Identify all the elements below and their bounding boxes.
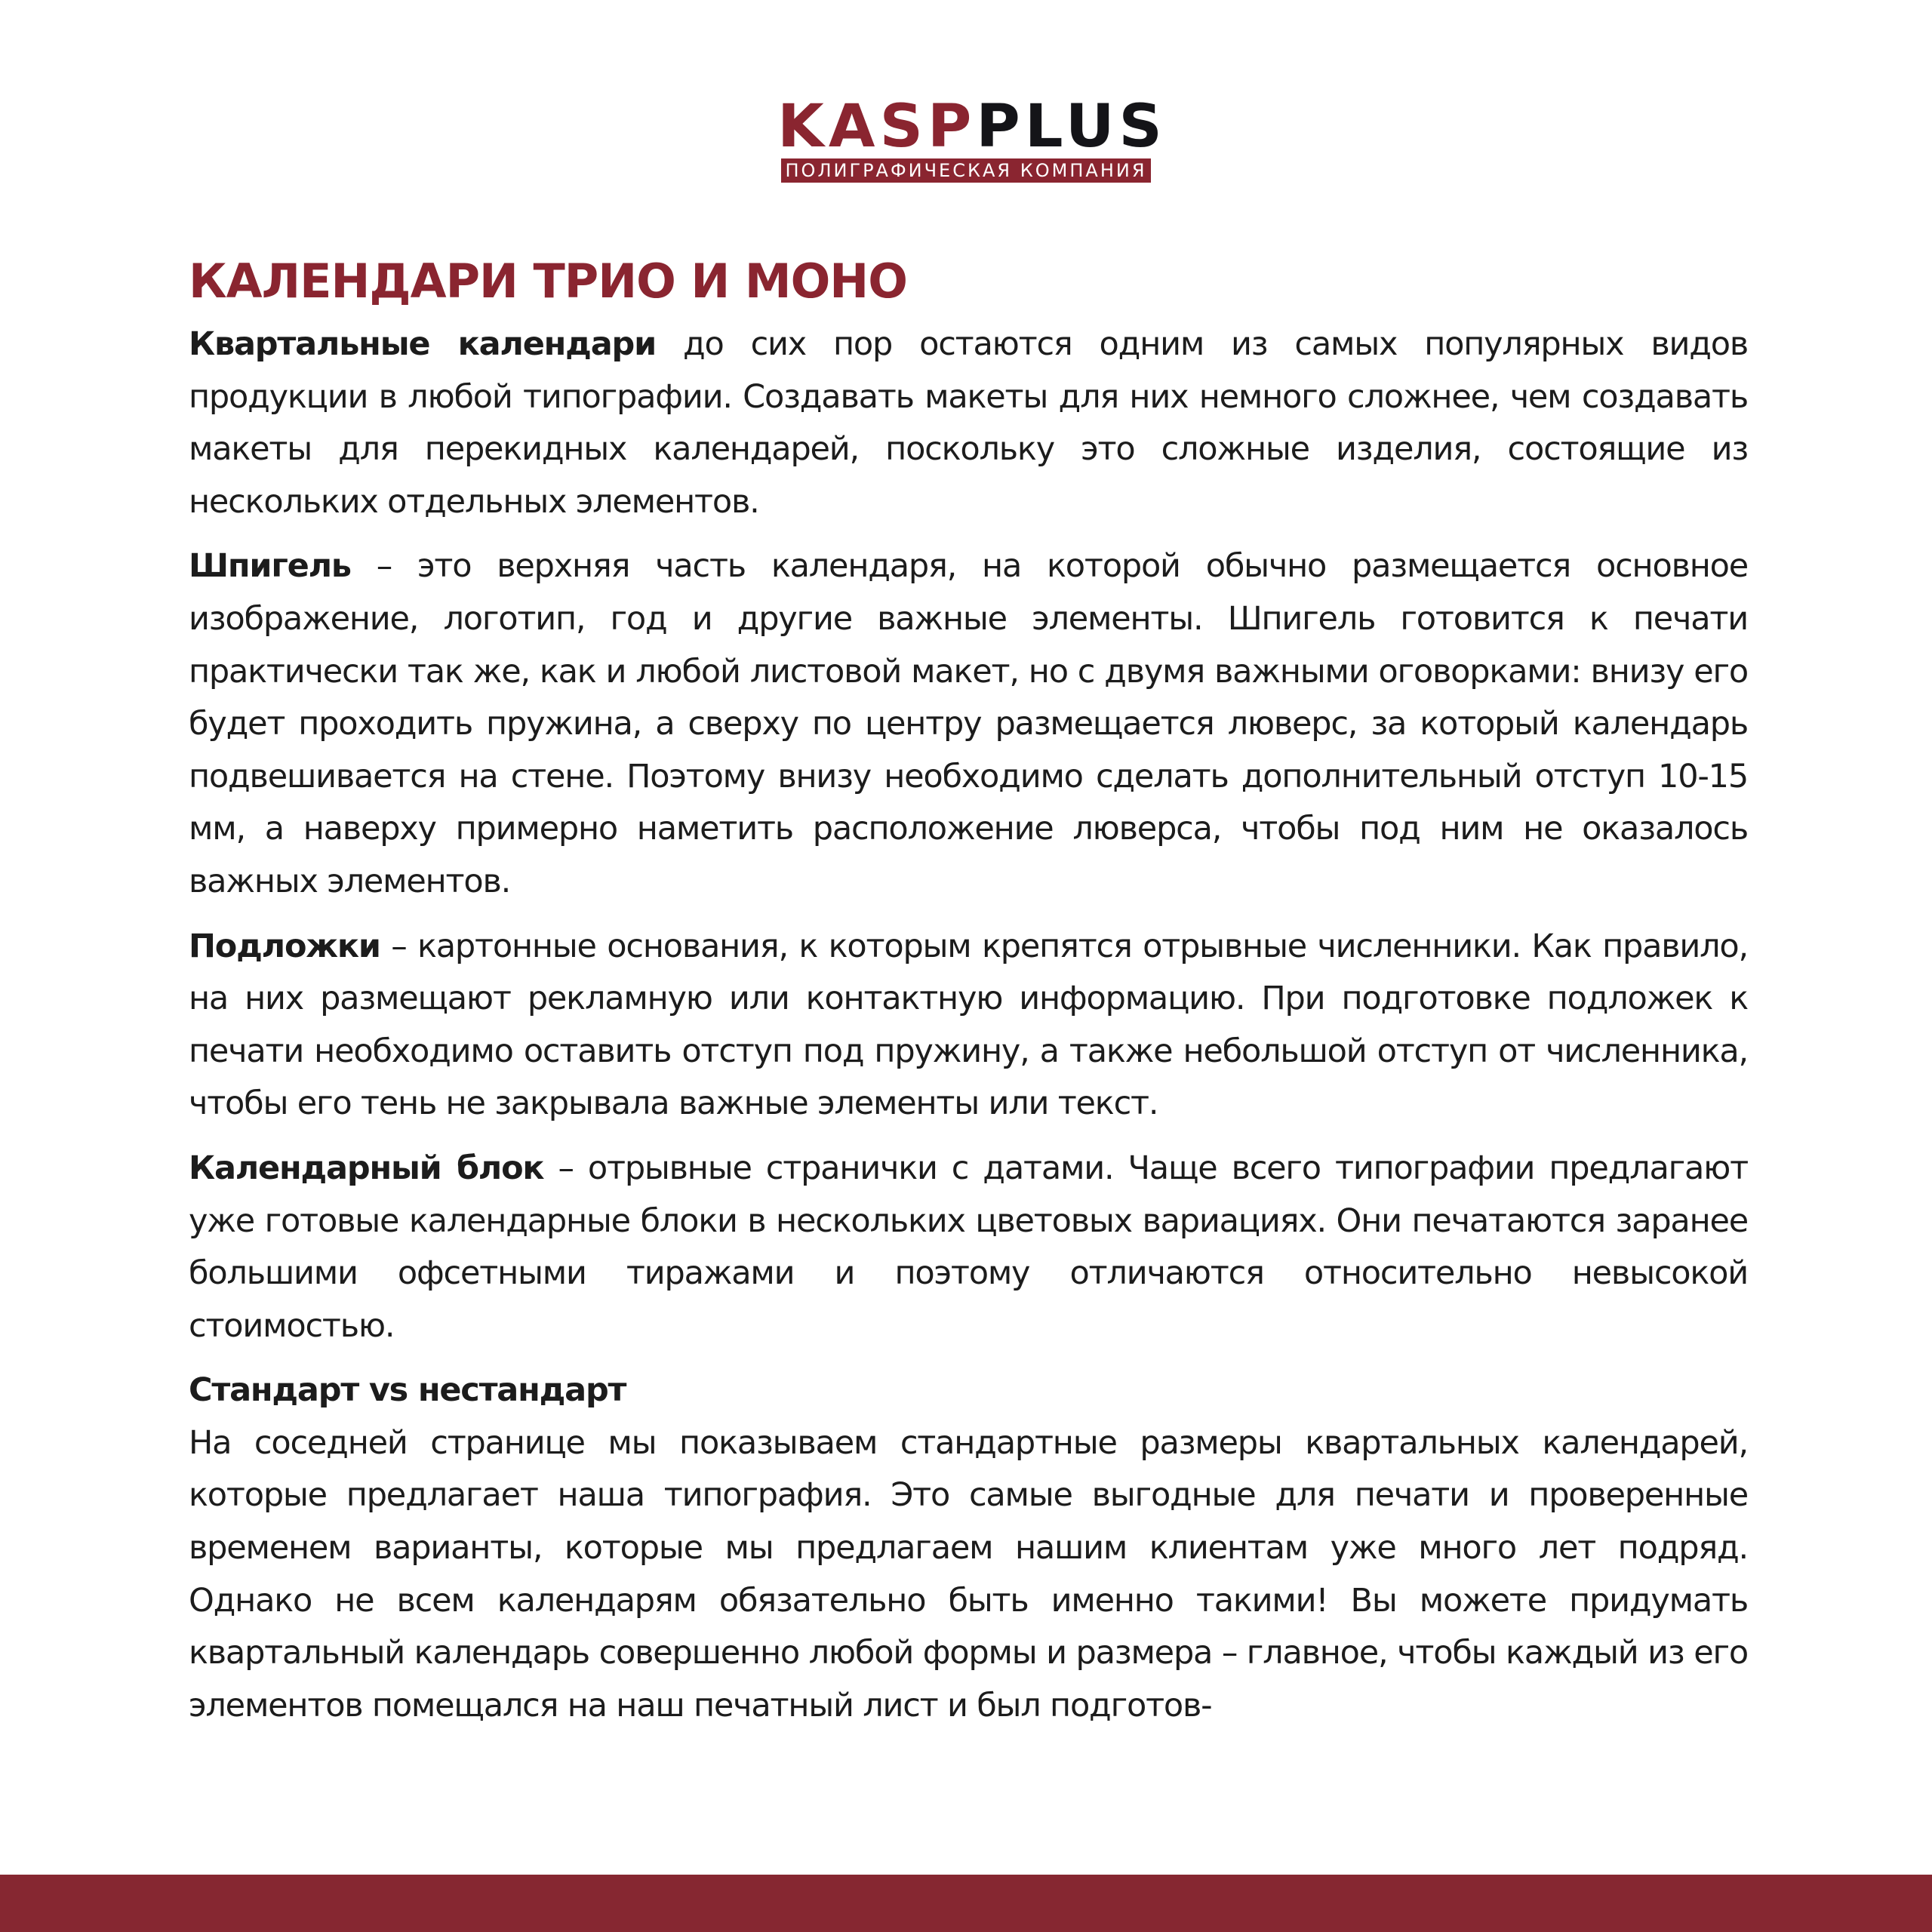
paragraph-standard-vs-custom: На соседней странице мы показываем стандартные размеры квартальных календарей, которые предлагает наша типография. Это самые выгодные для печати и проверенные временем варианты, которые мы предлагаем нашим клиентам уже много лет подряд. Однако не всем календарям обязательно быть именно такими! Вы можете придумать квартальный календарь совершенно любой формы и размера – главное, чтобы каждый из его элементов помещался на наш печатный лист и был подготов- (189, 1423, 1748, 1724)
term-backings: Подложки (189, 927, 380, 965)
article (189, 249, 1748, 1744)
paragraph-quarterly-calendars (189, 318, 1748, 528)
logo-tagline: ПОЛИГРАФИЧЕСКАЯ КОМПАНИЯ (781, 158, 1151, 183)
paragraph-shpigel (189, 540, 1748, 908)
paragraph-text: до сих пор остаются одним из самых популярных видов продукции в любой типографии. Создавать макеты для них немного сложнее, чем создавать макеты для перекидных календарей, поскольку это сложные изделия, состоящие из нескольких отдельных элементов. (189, 325, 1748, 521)
paragraph-text: – это верхняя часть календаря, на которой обычно размещается основное изображение, логотип, год и другие важные элементы. Шпигель готовится к печати практически так же, как и любой листовой макет, но с двумя важными оговорками: внизу его будет проходить пружина, а сверху по центру размещается люверс, за который календарь подвешивается на стене. Поэтому внизу необходимо сделать дополнительный отступ 10-15 мм, а наверху примерно наметить расположение люверса, чтобы под ним не оказалось важных элементов. (189, 547, 1748, 900)
subheading-standard-vs-custom: Стандарт vs нестандарт (189, 1371, 626, 1410)
company-logo (777, 93, 1167, 183)
paragraph-text: – отрывные странички с датами. Чаще всего типографии предлагают уже готовые календарные блоки в нескольких цветовых вариациях. Они печатаются заранее большими офсетными тиражами и поэтому отличаются относительно невысокой стоимостью. (189, 1149, 1748, 1345)
logo-wordmark (777, 93, 1167, 161)
paragraph-text: – картонные основания, к которым крепятся отрывные численники. Как правило, на них размещают рекламную или контактную информацию. При подготовке подложек к печати необходимо оставить отступ под пружину, а также небольшой отступ от численника, чтобы его тень не закрывала важные элементы или текст. (189, 927, 1748, 1123)
logo-wordmark-kasp: KASP (777, 93, 977, 161)
logo-wordmark-plus: PLUS (976, 93, 1167, 161)
paragraph-calendar-block (189, 1143, 1748, 1352)
term-quarterly-calendars: Квартальные календари (189, 325, 657, 363)
term-calendar-block: Календарный блок (189, 1149, 544, 1187)
term-shpigel: Шпигель (189, 547, 351, 586)
page-title: КАЛЕНДАРИ ТРИО И МОНО (189, 254, 907, 309)
paragraph-backings (189, 921, 1748, 1131)
footer-bar (0, 1875, 1932, 1932)
